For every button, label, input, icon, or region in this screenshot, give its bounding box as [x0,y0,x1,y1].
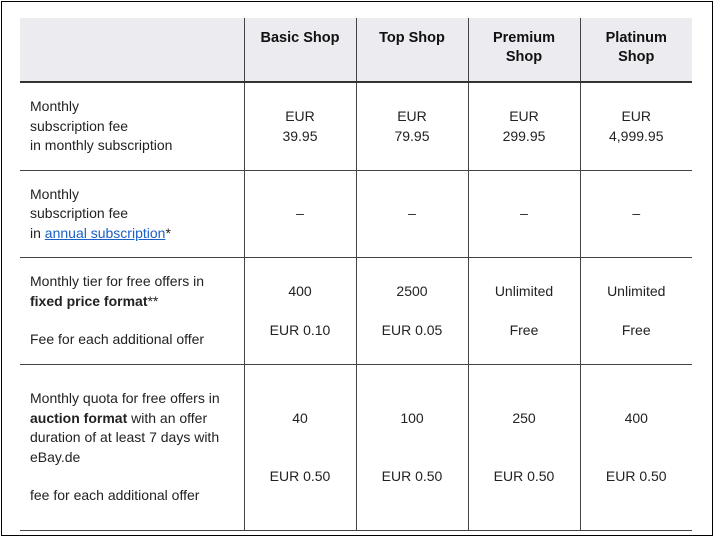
cell-platinum-shop: EUR 4,999.95 [580,82,692,171]
header-row [20,18,692,82]
row-label: Monthly subscription fee in monthly subscription [30,98,173,154]
row-annual-subscription [20,171,692,258]
page-frame [1,1,713,536]
cell-platinum-shop: Unlimited Free [580,258,692,365]
header-premium-shop: Premium Shop [468,18,580,82]
shop-fee-table [20,18,692,531]
cell-top-shop: 2500 EUR 0.05 [356,258,468,365]
row-label: Monthly tier for free offers in fixed price format** Fee for each additional offer [20,258,244,365]
cell-premium-shop: EUR 299.95 [468,82,580,171]
cell-premium-shop: – [468,171,580,258]
cell-top-shop: – [356,171,468,258]
row-label: Monthly quota for free offers in auction format with an offer duration of at least 7 days with eBay.de fee for each additional offer [20,365,244,531]
cell-basic-shop: 40 EUR 0.50 [244,365,356,531]
header-top-shop: Top Shop [356,18,468,82]
cell-basic-shop: – [244,171,356,258]
header-basic-shop: Basic Shop [244,18,356,82]
cell-premium-shop: Unlimited Free [468,258,580,365]
cell-platinum-shop: 400 EUR 0.50 [580,365,692,531]
cell-basic-shop: EUR 39.95 [244,82,356,171]
annual-subscription-link[interactable]: annual subscription [44,224,166,241]
row-monthly-subscription [20,82,692,171]
cell-top-shop: 100 EUR 0.50 [356,365,468,531]
header-empty [20,18,244,82]
row-fixed-price-format [20,258,692,365]
cell-top-shop: EUR 79.95 [356,82,468,171]
cell-platinum-shop: – [580,171,692,258]
cell-premium-shop: 250 EUR 0.50 [468,365,580,531]
row-label: Monthly subscription fee in annual subscription* [20,171,244,258]
cell-basic-shop: 400 EUR 0.10 [244,258,356,365]
header-platinum-shop: Platinum Shop [580,18,692,82]
row-auction-format [20,365,692,531]
